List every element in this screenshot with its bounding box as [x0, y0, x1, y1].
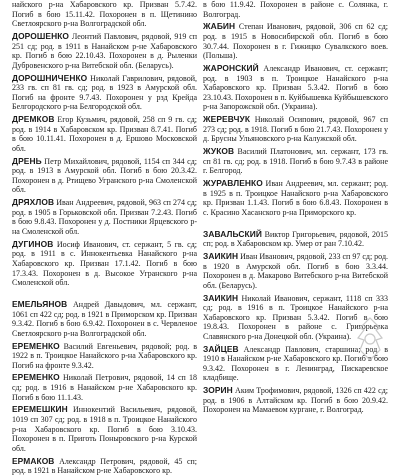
entry-zharonsky [203, 64, 388, 112]
entry-surname: ЗАВАЛЬСКИЙ [203, 228, 262, 239]
continued-entry-text: в бою 11.9.42. Похоронен в районе с. Солянка, г. Волгоград. [203, 0, 388, 19]
entry-text: Андрей Давыдович, мл. сержант, 1061 сп 422 сд; род. в 1921 в Приморском кр. Призван 9.3.42. Погиб в бою 6.9.42. Похоронен в с. Червленое Светлоярского р-на Волгоградской обл. [12, 299, 198, 338]
entry-text: Александр Павлович, старшина; род. в 1910 в Нанайском р-не Хабаровского кр. Погиб в бою 9.3.42. Похоронен в г. Ленинград, Пискаревское кладбище. [203, 344, 388, 383]
entry-surname: ЖЕРЕВЧУК [203, 114, 251, 125]
entry-dren [12, 157, 197, 195]
entry-zavalsky [203, 230, 388, 249]
continued-entry-text: найского р-на Хабаровского кр. Призван 5.7.42. Погиб в бою 15.11.42. Похоронен в п. Щетинино Светлоярского р-на Волгоградской обл. [12, 0, 197, 29]
entry-eremenko-nikolai [12, 373, 197, 402]
entry-surname: ЖУКОВ [203, 146, 235, 157]
entry-text: Александр Петрович, рядовой, 45 сп; род. в 1921 в Нанайском р-не Хабаровского кр. [12, 456, 198, 476]
entry-text: Виктор Григорьевич, рядовой, 2015 сп; род. в Хабаровском кр. Умер от ран 7.10.42. [203, 229, 389, 249]
left-column [12, 0, 198, 476]
entry-surname: ЕРМАКОВ [12, 455, 55, 466]
entry-surname: ДОРОШЕНКО [12, 30, 70, 41]
entry-surname: ЖАРОНСКИЙ [203, 62, 259, 73]
entry-surname: ДРЕМКОВ [12, 114, 55, 125]
watermark-seal-icon [356, 316, 384, 362]
entry-text: Петр Михайлович, рядовой, 1154 сп 344 сд; род. в 1913 в Амурской обл. Погиб в бою 20.3.42. Похоронен в д. Ртищево Угранского р-на Смоленской обл. [12, 156, 198, 195]
entry-eremenko-vasily [12, 342, 197, 371]
entry-zorin [203, 386, 388, 415]
entry-surname: ДУГИНОВ [12, 238, 54, 249]
entry-surname: ЗАЙЦЕВ [203, 343, 239, 354]
entry-text: Иван Андреевич, рядовой, 963 сп 274 сд; род. в 1905 в Горьковской обл. Призван 7.2.43. Погиб в бою 9.8.43. Похоронен у д. Постники Ярцевского р-на Смоленской обл. [12, 198, 197, 236]
entry-zhukov [203, 147, 388, 176]
entry-duginov [12, 240, 197, 288]
entry-text: Василий Евгеньевич, рядовой; род. в 1922 в п. Троицкое Нанайского р-на Хабаровского кр. Погиб на фронте 9.3.42. [12, 341, 197, 370]
entry-eremeshkin [12, 405, 197, 453]
entry-zaikin-ivan [203, 252, 388, 290]
entry-text: Иван Андреевич, мл. сержант; род. в 1925 в п. Троицкое Нанайского р-на Хабаровского кр. Призван 1.1.43. Погиб в бою 6.8.43. Похоронен в с. Красино Хасанского р-на Приморского кр. [203, 179, 388, 217]
entry-surname: ДРЕНЬ [12, 155, 42, 166]
entry-surname: ЕРЕМЕНКО [12, 372, 60, 383]
entry-text: Александр Иванович, ст. сержант; род. в 1903 в п. Троицкое Нанайского р-на Хабаровского кр. Призван 5.3.42. Погиб в бою 23.10.43. Похоронен в п. Куйбышевка Куйбышевского р-на Запорожской обл. (Украина). [203, 63, 388, 112]
entry-text: Иннокентий Васильевич, рядовой, 1019 сп 307 сд; род. в 1918 в п. Троицкое Нанайского р-на Хабаровского кр. Погиб в бою 3.10.43. Похоронен в п. Приготь Поныровского р-на Курской обл. [12, 405, 197, 453]
entry-text: Иосиф Иванович, ст. сержант, 5 гв. сд; род. в 1911 в с. Иннокентьевка Нанайского р-на Хабаровского кр. Призван 17.1.42. Погиб в бою 17.3.43. Похоронен в д. Высокое Угранского р-на Смоленской обл. [12, 239, 198, 288]
entry-surname: ЗАИКИН [203, 250, 239, 261]
entry-surname: ЖАБИН [203, 21, 236, 32]
entry-text: Николай Осипович, рядовой, 967 сп 273 сд; род. в 1918. Погиб в бою 21.7.43. Похоронен у д. Брусны Ульяновского р-на Калужской обл. [203, 115, 388, 144]
entry-surname: ЗОРИН [203, 385, 233, 396]
entry-zherevchuk [203, 115, 388, 144]
entry-text: Аким Трофимович, рядовой, 1326 сп 422 сд; род. в 1906 в Алтайском кр. Погиб в бою 20.9.42. Похоронен на Мамаевом кургане, г. Волгоград. [203, 386, 389, 415]
entry-doroshenko [12, 32, 197, 70]
entry-emelyanov [12, 300, 197, 338]
entry-ermakov [12, 457, 197, 476]
entry-surname: ЖУРАВЛЕНКО [203, 178, 263, 189]
entry-zhuravlenko [203, 179, 388, 217]
entry-surname: ЕРЕМЕШКИН [12, 404, 68, 415]
entry-surname: ДОРОШНИЧЕНКО [12, 72, 88, 83]
entry-text: Иван Иванович, рядовой, 233 сп 97 сд; род. в 1920 в Амурской обл. Погиб в бою 3.3.44. Похоронен в д. Макарово Витебского р-на Витебской обл. (Беларусь). [203, 251, 389, 290]
entry-text: Леонтий Павлович, рядовой, 919 сп 251 сд; род. в 1911 в Нанайском р-не Хабаровского кр. Погиб в бою 22.10.43. Похоронен в д. Рыленки Дубровенского р-на Витебской обл. (Беларусь). [12, 31, 198, 70]
entry-surname: ЗАИКИН [203, 292, 239, 303]
entry-text: Николай Гаврилович, рядовой, 233 гв. сп 81 гв. сд; род. в 1923 в Амурской обл. Погиб на фронте 9.7.43. Похоронен у рзд Крейда Белгородского р-на Белгородской обл. [12, 73, 198, 112]
entry-dryakhlov [12, 198, 197, 236]
entry-text: Егор Кузьмич, рядовой, 258 сп 9 гв. сд; род. в 1914 в Хабаровском кр. Призван 8.7.41. Погиб в бою 10.11.41. Похоронен в д. Ершово Московской обл. [12, 115, 197, 153]
entry-text: Василий Платонович, мл. сержант, 173 гв. сп 81 гв. сд; род. в 1918. Погиб в бою 9.7.43 в районе г. Белгород. [203, 147, 388, 176]
entry-surname: ДРЯХЛОВ [12, 197, 55, 208]
entry-surname: ЕРЕМЕНКО [12, 340, 60, 351]
entry-text: Николай Иванович, сержант, 1118 сп 333 сд; род. в 1916 в п. Троицкое Нанайского р-на Хабаровского кр. Призван 5.3.42. Погиб в бою 19.8.43. Похоронен в районе с. Григорьевка Славянского р-на Донецкой обл. (Украина). [203, 293, 389, 341]
entry-text: Степан Иванович, рядовой, 306 сп 62 сд; род. в 1915 в Новосибирской обл. Погиб в бою 30.7.44. Похоронен в г. Гижицко Сувалкского воев. (Польша). [203, 22, 388, 61]
entry-text: Николай Петрович, рядовой, 14 сп 18 сд; род. в 1916 в Нанайском р-не Хабаровского кр. Погиб в бою 11.1.43. [12, 373, 197, 402]
entry-dremkov [12, 115, 197, 153]
entry-doroshnichenko [12, 74, 197, 112]
entry-surname: ЕМЕЛЬЯНОВ [12, 298, 68, 309]
entry-zhabin [203, 22, 388, 60]
